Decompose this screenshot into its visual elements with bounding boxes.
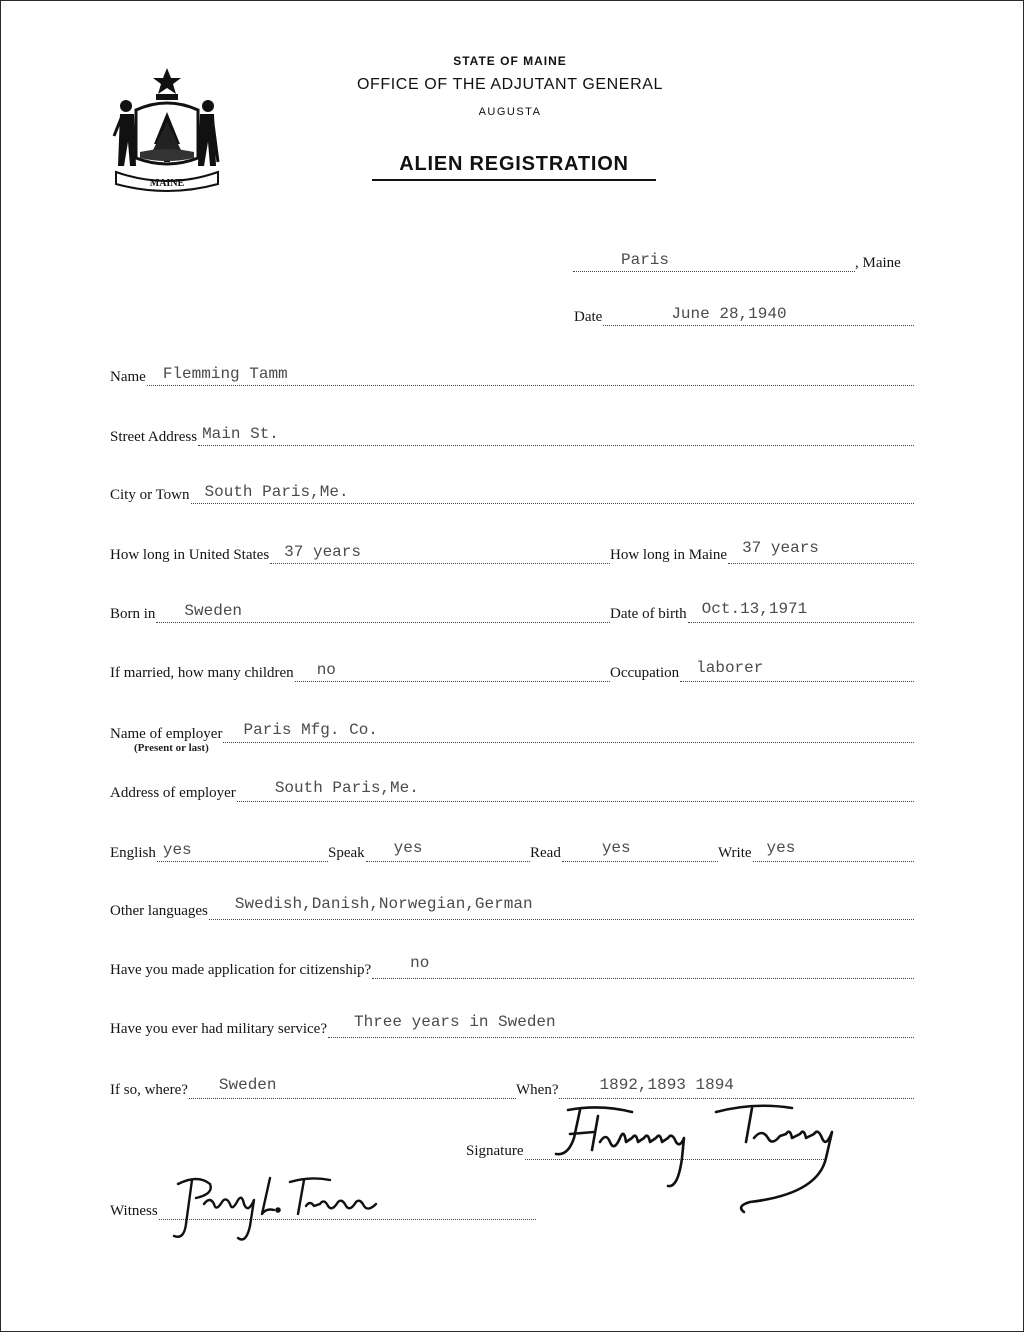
name-value: Flemming Tamm [162,365,288,383]
read-label: Read [530,845,561,861]
us-duration-line [270,540,610,564]
maine-duration-field [610,540,914,564]
military-line [328,1014,914,1038]
employer-value: Paris Mfg. Co. [243,721,378,739]
where-label: If so, where? [110,1082,188,1098]
children-line [295,658,610,682]
city-label: City or Town [110,487,190,503]
applicant-signature [540,1098,850,1218]
maine-duration-line [728,540,914,564]
location-suffix: , Maine [855,255,901,271]
military-value: Three years in Sweden [354,1013,556,1031]
form-title: ALIEN REGISTRATION [372,153,656,181]
where-line [189,1075,516,1099]
where-value: Sweden [218,1076,277,1094]
other-languages-label: Other languages [110,903,208,919]
office-heading: OFFICE OF THE ADJUTANT GENERAL [356,76,664,93]
speak-field [328,838,530,862]
english-label: English [110,845,156,861]
english-line [157,838,328,862]
children-field [110,658,610,682]
write-value: yes [766,839,796,857]
seal-banner-text: MAINE [149,178,185,189]
city-heading: AUGUSTA [478,106,542,118]
us-duration-label: How long in United States [110,547,270,563]
born-in-label: Born in [110,606,156,622]
when-line [559,1075,914,1099]
read-value: yes [601,839,631,857]
citizenship-line [372,955,914,979]
occupation-field [610,658,914,682]
street-line [198,422,914,446]
occupation-value: laborer [696,659,764,677]
employer-label: Name of employer [110,726,223,742]
maine-state-seal-icon [112,66,222,194]
born-in-value: Sweden [184,602,243,620]
city-line [191,480,914,504]
born-in-line [156,599,610,623]
name-label: Name [110,369,146,385]
write-line [753,838,914,862]
employer-line [223,719,914,743]
witness-signature [170,1164,390,1246]
english-value: yes [162,841,192,859]
other-languages-field [110,896,914,920]
us-duration-value: 37 years [284,543,361,561]
employer-address-line [237,778,914,802]
dob-line [688,599,914,623]
dob-label: Date of birth [610,606,687,622]
read-line [562,838,718,862]
employer-field [110,719,914,743]
citizenship-label: Have you made application for citizenship? [110,962,372,978]
when-field [516,1075,914,1099]
born-in-field [110,599,610,623]
employer-address-value: South Paris,Me. [274,779,419,797]
city-field [110,480,914,504]
street-value: Main St. [202,425,279,443]
other-languages-line [209,896,914,920]
citizenship-value: no [410,954,430,972]
speak-line [366,838,530,862]
when-label: When? [516,1082,559,1098]
children-label: If married, how many children [110,665,294,681]
signature-label: Signature [466,1143,524,1159]
city-value: South Paris,Me. [204,483,349,501]
date-label: Date [574,309,603,325]
state-heading: STATE OF MAINE [453,54,567,68]
dob-field [610,599,914,623]
where-field [110,1075,516,1099]
english-field [110,838,328,862]
name-line [147,362,914,386]
speak-value: yes [393,839,423,857]
employer-address-label: Address of employer [110,785,236,801]
write-label: Write [718,845,752,861]
military-label: Have you ever had military service? [110,1021,327,1037]
other-languages-value: Swedish,Danish,Norwegian,German [234,895,533,913]
witness-label: Witness [110,1203,158,1219]
maine-duration-value: 37 years [742,539,819,557]
date-value: June 28,1940 [671,305,787,323]
name-field [110,362,914,386]
military-field [110,1014,914,1038]
read-field [530,838,718,862]
employer-address-field [110,778,914,802]
when-value: 1892,1893 1894 [599,1076,734,1094]
write-field [718,838,914,862]
occupation-label: Occupation [610,665,680,681]
maine-duration-label: How long in Maine [610,547,728,563]
citizenship-field [110,955,914,979]
street-field [110,422,914,446]
location-value: Paris [621,251,670,269]
us-duration-field [110,540,610,564]
street-label: Street Address [110,429,198,445]
date-field [574,302,914,326]
dob-value: Oct.13,1971 [701,600,808,618]
children-value: no [316,661,336,679]
location-line [573,248,855,272]
employer-sublabel: (Present or last) [134,742,209,754]
location-field [572,248,916,272]
occupation-line [680,658,914,682]
date-line [603,302,914,326]
speak-label: Speak [328,845,365,861]
